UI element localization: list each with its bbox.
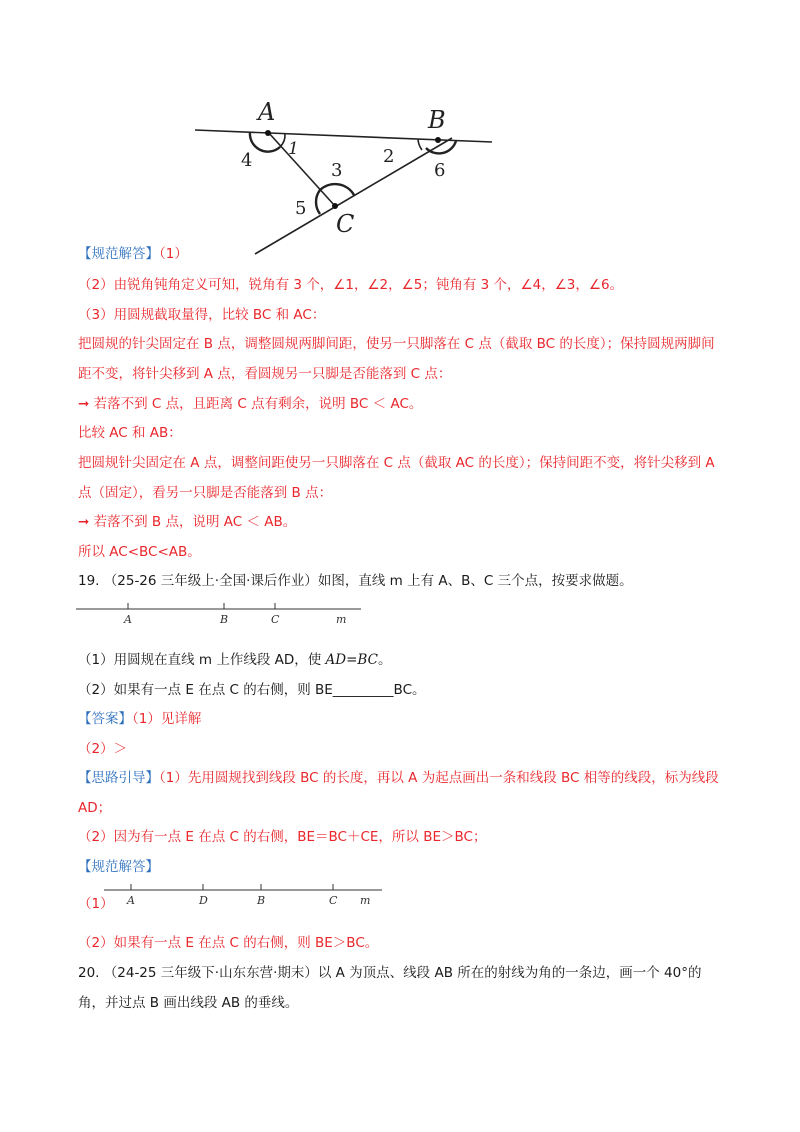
angle-4-arc [250,132,280,152]
solution-1-line-3: （3）用圆规截取量得，比较 BC 和 AC： [78,307,326,323]
question-20-line-2: 角，并过点 B 画出线段 AB 的垂线。 [78,995,299,1011]
q19-label-m: m [336,613,347,626]
solution-1-line-11: 所以 AC<BC<AB。 [78,544,201,560]
label-angle-2: 2 [383,146,395,167]
q19-answer-line-1: 【答案】（1）见详解 [78,711,202,727]
triangle-figure [190,92,510,262]
sol-label-c: C [329,894,338,907]
point-b-dot [435,137,441,143]
solution-1-line-2: （2）由锐角钝角定义可知，锐角有 3 个，∠1，∠2，∠5；钝角有 3 个，∠4，∠3，∠6。 [78,277,624,293]
solution-1-line-5: 距不变，将针尖移到 A 点，看圆规另一只脚是否能落到 C 点： [78,366,452,382]
hint-tag: 【思路引导】 [78,770,159,786]
q19-solution-tag: 【规范解答】 [78,859,159,875]
q19-hint-line-2: AD； [78,800,112,816]
sol-label-m: m [360,894,371,907]
q19-hint-line-1: 【思路引导】（1）先用圆规找到线段 BC 的长度，再以 A 为起点画出一条和线段 BC 相等的线段，标为线段 [78,770,719,786]
solution-1-line-6: ➞ 若落不到 C 点，且距离 C 点有剩余，说明 BC ＜ AC。 [78,396,423,412]
angle-5-arc [316,190,320,214]
q19-line-figure [76,603,376,631]
sol-label-a: A [127,894,135,907]
q19-label-a: A [124,613,132,626]
question-20-line-1: 20. （24-25 三年级下·山东东营·期末）以 A 为顶点、线段 AB 所在的射线为角的一条边，画一个 40°的 [78,965,702,981]
solution-1-line-1: 【规范解答】（1） [78,246,188,262]
q19-part-2: （2）如果有一点 E 在点 C 的右侧，则 BE_________BC。 [78,682,426,698]
angle-2-arc [418,139,422,150]
solution-tag: 【规范解答】 [78,246,159,262]
label-b: B [428,106,446,134]
label-angle-1: 1 [288,139,299,159]
segment-ac [268,132,335,206]
solution-1-line-10: ➞ 若落不到 B 点，说明 AC ＜ AB。 [78,514,297,530]
q19-part-1: （1）用圆规在直线 m 上作线段 AD，使 AD=BC。 [78,652,392,668]
solution-1-line-8: 把圆规针尖固定在 A 点，调整间距使另一只脚落在 C 点（截取 AC 的长度）；保持间距不变，将针尖移到 A [78,455,715,471]
sol-label-d: D [199,894,208,907]
sol-label-b: B [257,894,266,907]
q19-solution-part-1: （1） [78,896,114,912]
angle-3-arc [320,184,354,195]
solution-1-line-9: 点（固定），看另一只脚是否能落到 B 点： [78,485,333,501]
point-a-dot [265,130,271,136]
solution-1-line-4: 把圆规的针尖固定在 B 点，调整圆规两脚间距，使另一只脚落在 C 点（截取 BC 的长度）；保持圆规两脚间 [78,336,715,352]
label-angle-4: 4 [241,150,253,171]
answer-tag: 【答案】 [78,711,132,727]
q19-label-b: B [220,613,229,626]
angle-1-arc [280,134,285,147]
q19-hint-line-3: （2）因为有一点 E 在点 C 的右侧，BE＝BC＋CE，所以 BE＞BC； [78,829,487,845]
angle-6-arc [426,141,456,153]
point-c-dot [332,203,338,209]
q19-label-c: C [271,613,280,626]
q19-answer-line-2: （2）＞ [78,741,128,757]
q19-solution-part-2: （2）如果有一点 E 在点 C 的右侧，则 BE＞BC。 [78,935,379,951]
question-19-text: 19. （25-26 三年级上·全国·课后作业）如图，直线 m 上有 A、B、C 三个点，按要求做题。 [78,573,633,589]
label-c: C [336,210,355,238]
solution-1-line-7: 比较 AC 和 AB： [78,425,182,441]
label-a: A [258,98,276,126]
q19-solution-line-figure [104,884,394,912]
label-angle-5: 5 [295,198,307,219]
label-angle-3: 3 [331,160,343,181]
label-angle-6: 6 [434,160,446,181]
